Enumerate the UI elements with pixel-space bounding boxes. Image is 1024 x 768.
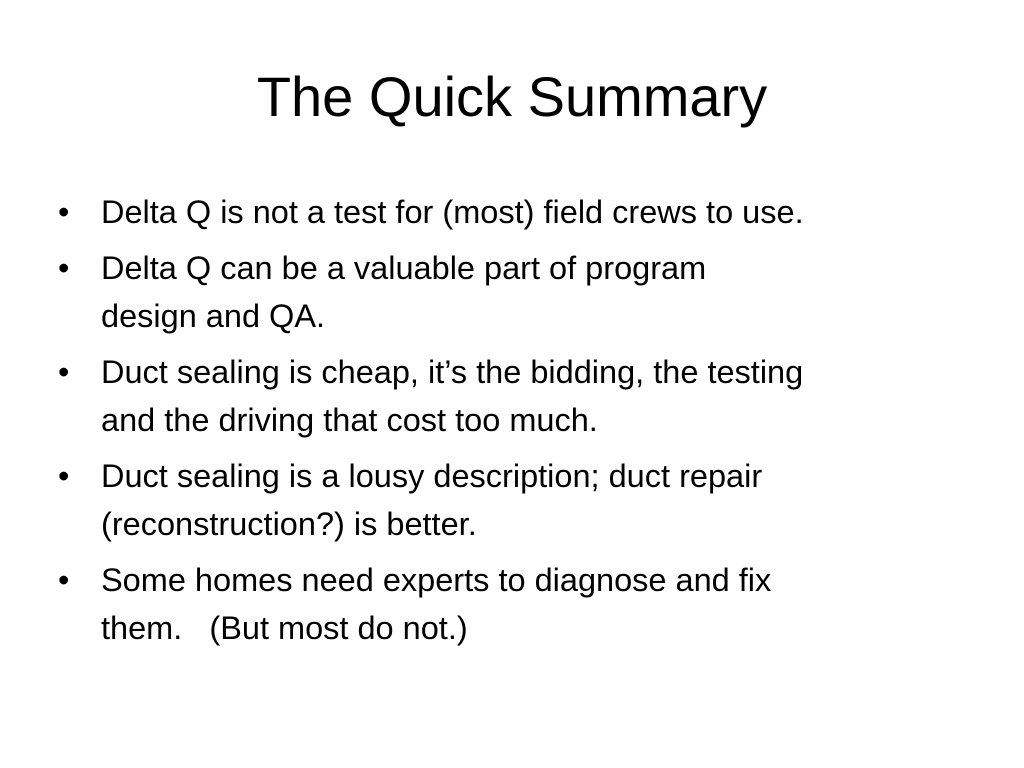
- bullet-list: [58, 188, 978, 660]
- bullet-point-icon: •: [58, 194, 70, 230]
- bullet-item: [58, 244, 978, 340]
- bullet-item: [58, 348, 978, 444]
- bullet-item: [58, 188, 978, 236]
- bullet-item: [58, 556, 978, 652]
- bullet-text: Duct sealing is cheap, it’s the bidding, the testing and the driving that cost too much.: [101, 354, 804, 438]
- bullet-point-icon: •: [58, 354, 70, 390]
- slide-title: The Quick Summary: [256, 65, 768, 128]
- bullet-text: Duct sealing is a lousy description; duct repair (reconstruction?) is better.: [101, 458, 763, 542]
- bullet-item: [58, 452, 978, 548]
- bullet-text: Delta Q is not a test for (most) field crews to use.: [101, 194, 804, 230]
- bullet-text: Delta Q can be a valuable part of program design and QA.: [101, 250, 707, 334]
- bullet-point-icon: •: [58, 250, 70, 286]
- bullet-point-icon: •: [58, 458, 70, 494]
- bullet-point-icon: •: [58, 562, 70, 598]
- bullet-text: Some homes need experts to diagnose and fix them. (But most do not.): [101, 562, 772, 646]
